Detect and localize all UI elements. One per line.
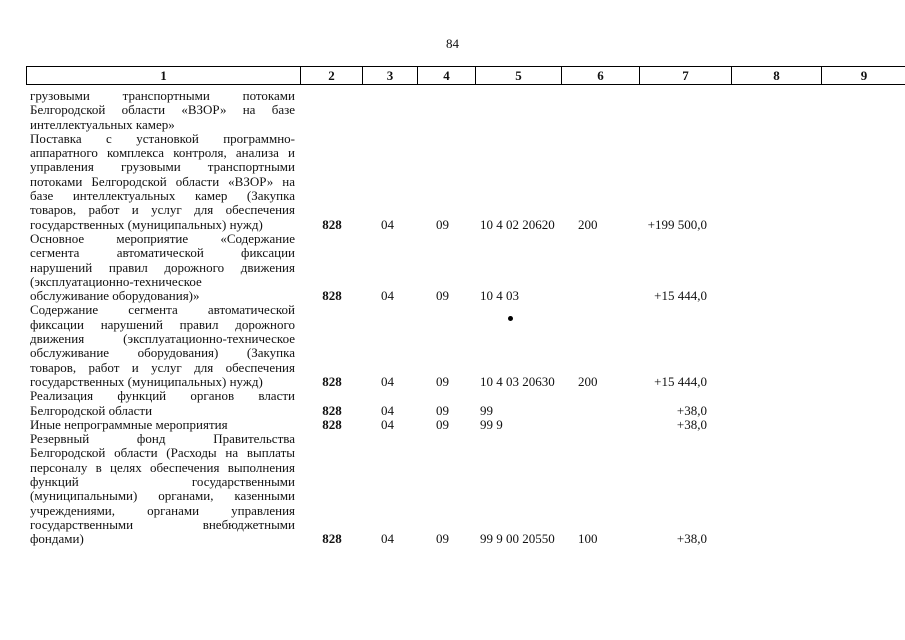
cell-c7: +15 444,0	[654, 373, 707, 389]
cell-c4: 09	[436, 531, 449, 547]
description-line: нарушений правил дорожного движения	[30, 259, 295, 275]
description-line: товаров, работ и услуг для обеспечения	[30, 359, 295, 375]
description-line: Резервный фонд Правительства	[30, 431, 295, 447]
cell-c2: 828	[322, 402, 342, 418]
table-body	[30, 89, 905, 547]
description-line: функций государственными	[30, 474, 295, 490]
cell-c7: +38,0	[676, 402, 707, 418]
cell-c5: 99	[480, 402, 493, 418]
column-header-9: 9	[822, 67, 905, 85]
description-line: управления грузовыми транспортными	[30, 159, 295, 175]
cell-c7: +15 444,0	[654, 288, 707, 304]
description-line: грузовыми транспортными потоками	[30, 88, 295, 103]
cell-c2: 828	[322, 288, 342, 304]
cell-c3: 04	[381, 373, 394, 389]
description-line: Основное мероприятие «Содержание	[30, 230, 295, 246]
cell-c4: 09	[436, 216, 449, 232]
description-line: Белгородской области «ВЗОР» на базе	[30, 102, 295, 118]
column-header-5: 5	[476, 67, 562, 85]
cell-c7: +38,0	[676, 416, 707, 432]
table-row	[30, 303, 905, 389]
description-line: учреждениями, органами управления	[30, 502, 295, 518]
column-header-7: 7	[640, 67, 732, 85]
page-number: 84	[446, 36, 459, 51]
cell-c3: 04	[381, 402, 394, 418]
column-header-row	[26, 66, 905, 85]
cell-c6: 200	[578, 216, 598, 232]
column-header-2: 2	[301, 67, 363, 85]
description-line: фиксации нарушений правил дорожного	[30, 316, 295, 332]
description-line: обслуживание оборудования)»	[30, 288, 200, 304]
description-line: базе интеллектуальных камер (Закупка	[30, 188, 295, 204]
cell-c7: +199 500,0	[647, 216, 707, 232]
description-line: аппаратного комплекса контроля, анализа и	[30, 145, 295, 161]
cell-c4: 09	[436, 416, 449, 432]
table-row	[30, 389, 905, 418]
description-line: государственных (муниципальных) нужд)	[30, 216, 263, 232]
description-line: (эксплуатационно-техническое	[30, 273, 202, 289]
description-line: сегмента автоматической фиксации	[30, 245, 295, 261]
cell-c6: 100	[578, 531, 598, 547]
cell-c3: 04	[381, 416, 394, 432]
cell-c5: 10 4 03	[480, 288, 519, 304]
ink-dot-mark	[508, 316, 513, 321]
description-line: товаров, работ и услуг для обеспечения	[30, 202, 295, 218]
cell-c6: 200	[578, 373, 598, 389]
cell-c4: 09	[436, 402, 449, 418]
cell-c5: 99 9	[480, 416, 503, 432]
table-row	[30, 89, 905, 132]
description-line: потоками Белгородской области «ВЗОР» на	[30, 173, 295, 189]
row-description	[30, 432, 295, 546]
cell-c4: 09	[436, 288, 449, 304]
cell-c5: 10 4 03 20630	[480, 373, 555, 389]
description-line: фондами)	[30, 531, 84, 547]
cell-c5: 99 9 00 20550	[480, 531, 555, 547]
cell-c5: 10 4 02 20620	[480, 216, 555, 232]
column-header-4: 4	[418, 67, 476, 85]
description-line: Белгородской области	[30, 402, 153, 418]
table-row	[30, 232, 905, 303]
column-header-8: 8	[732, 67, 822, 85]
column-header-3: 3	[363, 67, 418, 85]
description-line: государственных (муниципальных) нужд)	[30, 373, 263, 389]
cell-c2: 828	[322, 373, 342, 389]
description-line: Поставка с установкой программно-	[30, 130, 295, 146]
description-line: персоналу в целях обеспечения выполнения	[30, 459, 295, 475]
column-header-1: 1	[27, 67, 301, 85]
table-row	[30, 432, 905, 546]
description-line: обслуживание оборудования) (Закупка	[30, 345, 295, 361]
cell-c3: 04	[381, 531, 394, 547]
description-line: движения (эксплуатационно-техническое	[30, 331, 295, 347]
description-line: (муниципальными) органами, казенными	[30, 488, 295, 504]
cell-c2: 828	[322, 531, 342, 547]
description-line: государственными внебюджетными	[30, 516, 295, 532]
description-line: Содержание сегмента автоматической	[30, 302, 295, 318]
description-line: Белгородской области (Расходы на выплаты	[30, 445, 295, 461]
cell-c3: 04	[381, 288, 394, 304]
cell-c3: 04	[381, 216, 394, 232]
description-line: Реализация функций органов власти	[30, 388, 295, 404]
cell-c2: 828	[322, 216, 342, 232]
column-header-6: 6	[562, 67, 640, 85]
description-line: интеллектуальных камер»	[30, 116, 175, 132]
cell-c2: 828	[322, 416, 342, 432]
description-line: Иные непрограммные мероприятия	[30, 416, 228, 432]
cell-c7: +38,0	[676, 531, 707, 547]
table-row	[30, 418, 905, 432]
table-row	[30, 132, 905, 232]
cell-c4: 09	[436, 373, 449, 389]
